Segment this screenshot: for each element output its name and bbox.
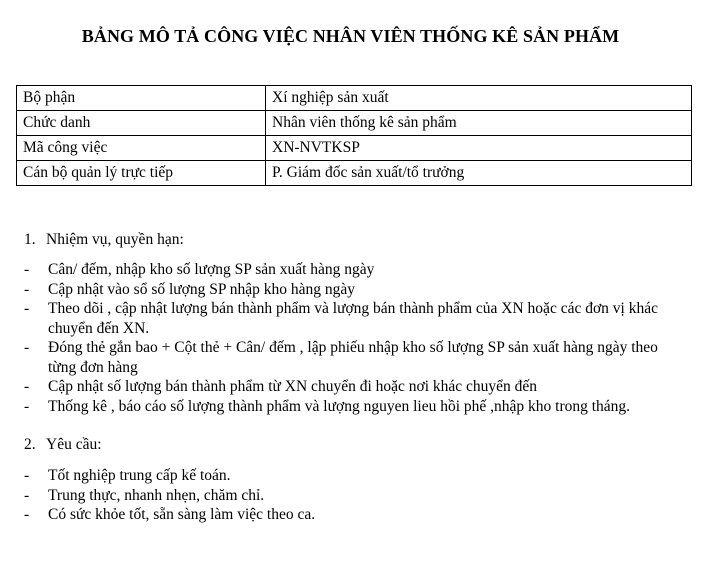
section-heading: Nhiệm vụ, quyền hạn: xyxy=(46,231,184,248)
job-info-table xyxy=(16,85,692,186)
list-item-text: Cập nhật vào sổ số lượng SP nhập kho hàng ngày xyxy=(48,280,356,298)
table-row xyxy=(17,136,692,161)
row-value-department: Xí nghiệp sản xuất xyxy=(266,86,692,111)
list-item-text: Cân/ đếm, nhập kho số lượng SP sản xuất hàng ngày xyxy=(48,261,375,278)
list-item-text: Tốt nghiệp trung cấp kế toán. xyxy=(48,467,231,484)
requirements-list xyxy=(0,466,690,525)
list-item xyxy=(0,299,690,338)
duties-list xyxy=(0,260,690,416)
list-item-text: Cập nhật số lượng bán thành phẩm từ XN chuyển đi hoặc nơi khác chuyển đến xyxy=(48,378,538,395)
list-item-text: Trung thực, nhanh nhẹn, chăm chỉ. xyxy=(48,486,265,504)
section-heading: Yêu cầu: xyxy=(46,436,102,453)
row-value-position: Nhân viên thống kê sản phẩm xyxy=(266,111,692,136)
list-item-text: Có sức khỏe tốt, sẵn sàng làm việc theo ca. xyxy=(48,506,316,523)
row-value-manager: P. Giám đốc sản xuất/tổ trưởng xyxy=(266,161,692,186)
table-row xyxy=(17,111,692,136)
list-item xyxy=(0,338,690,377)
section-requirements-heading xyxy=(24,436,102,454)
row-label-job-code: Mã công việc xyxy=(17,136,266,161)
table-row xyxy=(17,161,692,186)
dash-bullet: - xyxy=(24,397,30,415)
row-label-manager: Cán bộ quản lý trực tiếp xyxy=(17,161,266,186)
dash-bullet: - xyxy=(24,378,30,395)
list-item xyxy=(0,260,690,280)
section-number: 1. xyxy=(24,231,36,248)
list-item xyxy=(0,486,690,506)
document-title: BẢNG MÔ TẢ CÔNG VIỆC NHÂN VIÊN THỐNG KÊ SẢN PHẨM xyxy=(81,26,620,46)
list-item-text: Thống kê , báo cáo số lượng thành phẩm và lượng nguyen lieu hồi phế ,nhập kho trong tháng. xyxy=(48,397,631,415)
list-item-text: Theo dõi , cập nhật lượng bán thành phẩm và lượng bán thành phẩm của XN hoặc các đơn vị khác chuyển đến XN. xyxy=(48,300,658,337)
list-item xyxy=(0,505,690,525)
row-label-position: Chức danh xyxy=(17,111,266,136)
section-number: 2. xyxy=(24,436,36,453)
dash-bullet: - xyxy=(24,506,30,523)
dash-bullet: - xyxy=(24,467,30,484)
table-row xyxy=(17,86,692,111)
dash-bullet: - xyxy=(24,261,30,278)
dash-bullet: - xyxy=(24,280,30,298)
section-duties-heading xyxy=(24,231,184,249)
row-label-department: Bộ phận xyxy=(17,86,266,111)
list-item xyxy=(0,397,690,417)
list-item-text: Đóng thẻ gắn bao + Cột thẻ + Cân/ đếm , lập phiếu nhập kho số lượng SP sản xuất hàng ngày theo từng đơn hàng xyxy=(48,339,658,376)
dash-bullet: - xyxy=(24,300,30,317)
list-item xyxy=(0,466,690,486)
dash-bullet: - xyxy=(24,486,30,504)
list-item xyxy=(0,377,690,397)
dash-bullet: - xyxy=(24,339,30,356)
list-item xyxy=(0,280,690,300)
row-value-job-code: XN-NVTKSP xyxy=(266,136,692,161)
